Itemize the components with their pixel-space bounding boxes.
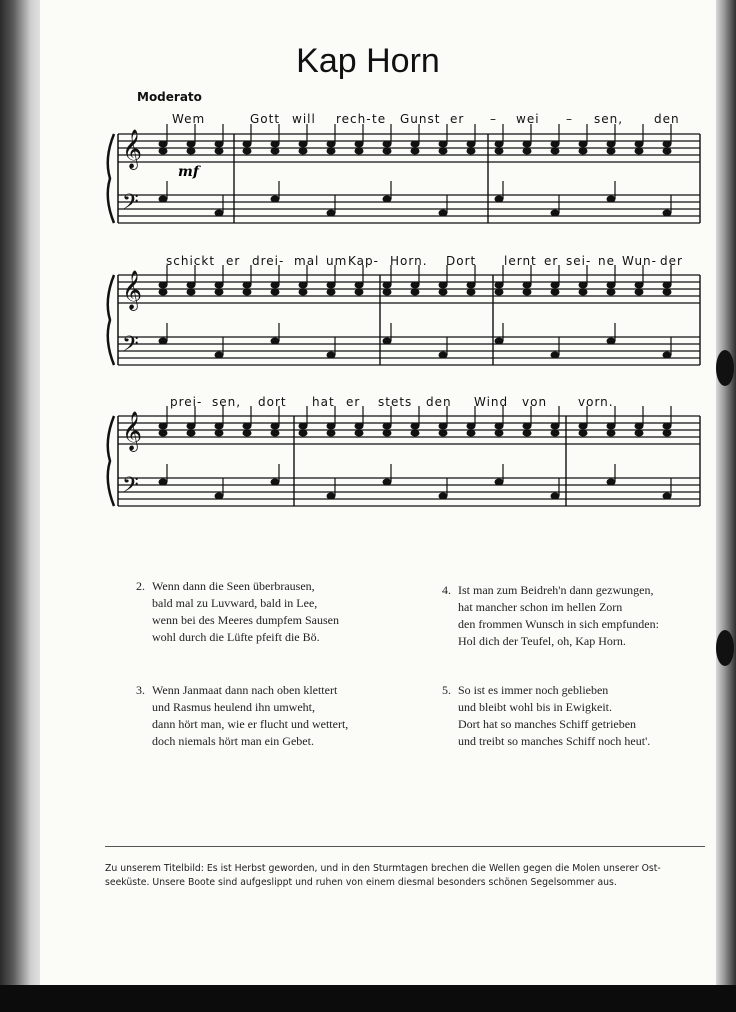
- note-head: [327, 148, 336, 155]
- lyric-syllable: Horn.: [390, 254, 428, 268]
- note-head: [187, 282, 196, 289]
- note-head: [551, 148, 560, 155]
- note-head: [411, 282, 420, 289]
- note-head: [607, 430, 616, 437]
- note-head: [467, 282, 476, 289]
- lyric-syllable: drei-: [252, 254, 285, 268]
- note-head: [355, 141, 364, 148]
- note-head: [187, 148, 196, 155]
- note-head: [579, 148, 588, 155]
- lyric-syllable: schickt: [166, 254, 216, 268]
- note-head: [327, 430, 336, 437]
- note-head: [495, 141, 504, 148]
- verse-line: und bleibt wohl bis in Ewigkeit.: [458, 700, 612, 714]
- note-head: [439, 423, 448, 430]
- note-head: [243, 282, 252, 289]
- dynamic-marking: mf: [178, 164, 199, 180]
- note-head: [271, 289, 280, 296]
- lyric-syllable: te: [372, 112, 387, 126]
- lyric-syllable: von: [522, 395, 548, 409]
- note-head: [467, 430, 476, 437]
- note-head: [495, 338, 504, 345]
- note-head: [355, 430, 364, 437]
- note-head: [159, 430, 168, 437]
- note-head: [607, 282, 616, 289]
- note-head: [439, 148, 448, 155]
- note-head: [187, 430, 196, 437]
- note-head: [635, 289, 644, 296]
- lyric-syllable: er: [544, 254, 559, 268]
- note-head: [271, 479, 280, 486]
- verse-line: Ist man zum Beidreh'n dann gezwungen,: [458, 583, 654, 597]
- verse-line: dann hört man, wie er flucht und wettert,: [152, 717, 349, 731]
- note-head: [271, 141, 280, 148]
- lyric-syllable: Dort: [446, 254, 477, 268]
- note-head: [159, 141, 168, 148]
- note-head: [243, 423, 252, 430]
- note-head: [383, 282, 392, 289]
- note-head: [355, 148, 364, 155]
- note-head: [215, 289, 224, 296]
- note-head: [271, 338, 280, 345]
- note-head: [411, 289, 420, 296]
- note-head: [663, 352, 672, 359]
- note-head: [215, 141, 224, 148]
- note-head: [495, 479, 504, 486]
- note-head: [327, 352, 336, 359]
- note-head: [355, 423, 364, 430]
- note-head: [663, 493, 672, 500]
- note-head: [411, 141, 420, 148]
- note-head: [299, 430, 308, 437]
- caption-line: Zu unserem Titelbild: Es ist Herbst geworden, und in den Sturmtagen brechen die Wellen gegen die Molen unserer Ost-: [105, 863, 661, 874]
- bass-clef: 𝄢: [122, 473, 139, 503]
- note-head: [355, 289, 364, 296]
- note-head: [607, 423, 616, 430]
- note-head: [299, 282, 308, 289]
- note-head: [607, 338, 616, 345]
- note-head: [635, 430, 644, 437]
- note-head: [187, 423, 196, 430]
- note-head: [523, 141, 532, 148]
- note-head: [467, 141, 476, 148]
- note-head: [551, 352, 560, 359]
- verse-line: den frommen Wunsch in sich empfunden:: [458, 617, 659, 631]
- note-head: [383, 430, 392, 437]
- lyric-syllable: –: [490, 112, 497, 126]
- note-head: [159, 289, 168, 296]
- note-head: [607, 479, 616, 486]
- note-head: [551, 493, 560, 500]
- note-head: [159, 338, 168, 345]
- note-head: [551, 282, 560, 289]
- lyric-syllable: lernt: [504, 254, 537, 268]
- note-head: [327, 141, 336, 148]
- verse-line: hat mancher schon im hellen Zorn: [458, 600, 623, 614]
- verse-line: wenn bei des Meeres dumpfem Sausen: [152, 613, 339, 627]
- note-head: [159, 479, 168, 486]
- brace: [108, 275, 114, 365]
- verse-2: [136, 578, 339, 646]
- note-head: [159, 282, 168, 289]
- verse-line: Wenn Janmaat dann nach oben klettert: [152, 683, 338, 697]
- punch-hole: [716, 630, 734, 666]
- note-head: [383, 141, 392, 148]
- note-head: [411, 423, 420, 430]
- note-head: [635, 148, 644, 155]
- lyric-syllable: der: [660, 254, 683, 268]
- note-head: [383, 423, 392, 430]
- note-head: [495, 423, 504, 430]
- note-head: [411, 430, 420, 437]
- verse-number: 2.: [136, 579, 145, 593]
- lyric-syllable: Gunst: [400, 112, 441, 126]
- note-head: [579, 423, 588, 430]
- note-head: [159, 423, 168, 430]
- lyric-syllable: prei-: [170, 395, 203, 409]
- note-head: [271, 282, 280, 289]
- lyric-syllable: dort: [258, 395, 287, 409]
- verse-line: Dort hat so manches Schiff getrieben: [458, 717, 637, 731]
- lyric-syllable: ne: [598, 254, 615, 268]
- note-head: [215, 423, 224, 430]
- treble-clef: 𝄞: [122, 270, 143, 310]
- note-head: [215, 210, 224, 217]
- verse-line: bald mal zu Luvward, bald in Lee,: [152, 596, 318, 610]
- note-head: [663, 423, 672, 430]
- scan-border: [0, 985, 736, 1012]
- note-head: [663, 430, 672, 437]
- note-head: [159, 196, 168, 203]
- lyric-syllable: um: [326, 254, 348, 268]
- note-head: [215, 352, 224, 359]
- verse-number: 5.: [442, 683, 451, 697]
- note-head: [439, 352, 448, 359]
- note-head: [551, 423, 560, 430]
- note-head: [663, 210, 672, 217]
- note-head: [271, 148, 280, 155]
- note-head: [327, 493, 336, 500]
- verse-line: So ist es immer noch geblieben: [458, 683, 609, 697]
- note-head: [635, 282, 644, 289]
- lyric-syllable: den: [426, 395, 452, 409]
- note-head: [383, 338, 392, 345]
- lyric-syllable: Wind: [474, 395, 509, 409]
- note-head: [327, 282, 336, 289]
- note-head: [439, 289, 448, 296]
- tempo-marking: Moderato: [137, 90, 202, 104]
- lyric-syllable: mal: [294, 254, 320, 268]
- note-head: [243, 289, 252, 296]
- note-head: [523, 423, 532, 430]
- brace: [108, 416, 114, 506]
- lyric-syllable: sen,: [594, 112, 624, 126]
- note-head: [523, 289, 532, 296]
- verse-4: [442, 582, 659, 650]
- note-head: [607, 148, 616, 155]
- note-head: [299, 148, 308, 155]
- note-head: [523, 282, 532, 289]
- caption-line: seeküste. Unsere Boote sind aufgeslippt und ruhen von einem diesmal besonders schönen Segelsommer aus.: [105, 877, 617, 888]
- lyric-syllable: sen,: [212, 395, 242, 409]
- verse-3: [136, 682, 349, 750]
- lyric-syllable: den: [654, 112, 680, 126]
- verse-line: und treibt so manches Schiff noch heut'.: [458, 734, 651, 748]
- note-head: [383, 479, 392, 486]
- brace: [108, 134, 114, 223]
- lyric-syllable: stets: [378, 395, 413, 409]
- note-head: [355, 282, 364, 289]
- note-head: [663, 141, 672, 148]
- lyric-syllable: Gott: [250, 112, 281, 126]
- note-head: [383, 196, 392, 203]
- note-head: [551, 210, 560, 217]
- lyric-syllable: Wun-: [622, 254, 657, 268]
- verse-line: und Rasmus heulend ihn umweht,: [152, 700, 315, 714]
- note-head: [439, 282, 448, 289]
- note-head: [215, 282, 224, 289]
- divider: [105, 846, 705, 847]
- verse-line: doch niemals hört man ein Gebet.: [152, 734, 314, 748]
- lyric-syllable: er: [450, 112, 465, 126]
- treble-clef: 𝄞: [122, 129, 143, 169]
- note-head: [551, 430, 560, 437]
- note-head: [551, 141, 560, 148]
- note-head: [299, 423, 308, 430]
- note-head: [495, 148, 504, 155]
- verse-line: Hol dich der Teufel, oh, Kap Horn.: [458, 634, 626, 648]
- note-head: [607, 141, 616, 148]
- lyric-syllable: sei-: [566, 254, 592, 268]
- note-head: [299, 289, 308, 296]
- note-head: [495, 430, 504, 437]
- note-head: [327, 289, 336, 296]
- lyric-syllable: er: [346, 395, 361, 409]
- note-head: [327, 423, 336, 430]
- verse-line: wohl durch die Lüfte pfeift die Bö.: [152, 630, 320, 644]
- note-head: [495, 282, 504, 289]
- note-head: [439, 210, 448, 217]
- note-head: [271, 423, 280, 430]
- treble-clef: 𝄞: [122, 411, 143, 451]
- note-head: [663, 282, 672, 289]
- note-head: [663, 148, 672, 155]
- lyric-syllable: er: [226, 254, 241, 268]
- note-head: [243, 430, 252, 437]
- lyric-syllable: hat: [312, 395, 335, 409]
- note-head: [551, 289, 560, 296]
- note-head: [523, 148, 532, 155]
- note-head: [439, 141, 448, 148]
- note-head: [271, 196, 280, 203]
- bass-clef: 𝄢: [122, 190, 139, 220]
- note-head: [187, 141, 196, 148]
- note-head: [159, 148, 168, 155]
- verse-number: 3.: [136, 683, 145, 697]
- verse-line: Wenn dann die Seen überbrausen,: [152, 579, 315, 593]
- lyric-syllable: will: [292, 112, 316, 126]
- photo-caption: [105, 862, 710, 890]
- lyric-syllable: rech-: [336, 112, 372, 126]
- lyric-syllable: –: [566, 112, 573, 126]
- note-head: [607, 289, 616, 296]
- note-head: [439, 493, 448, 500]
- song-title: Kap Horn: [296, 42, 440, 80]
- bass-clef: 𝄢: [122, 332, 139, 362]
- note-head: [467, 148, 476, 155]
- note-head: [243, 141, 252, 148]
- note-head: [299, 141, 308, 148]
- verse-number: 4.: [442, 583, 451, 597]
- note-head: [383, 289, 392, 296]
- note-head: [383, 148, 392, 155]
- note-head: [215, 493, 224, 500]
- note-head: [635, 423, 644, 430]
- note-head: [271, 430, 280, 437]
- note-head: [327, 210, 336, 217]
- note-head: [215, 148, 224, 155]
- note-head: [467, 289, 476, 296]
- note-head: [607, 196, 616, 203]
- lyric-syllable: Kap-: [348, 254, 379, 268]
- lyric-syllable: Wem: [172, 112, 206, 126]
- note-head: [187, 289, 196, 296]
- note-head: [579, 282, 588, 289]
- note-head: [635, 141, 644, 148]
- note-head: [579, 289, 588, 296]
- note-head: [215, 430, 224, 437]
- note-head: [579, 141, 588, 148]
- note-head: [579, 430, 588, 437]
- note-head: [495, 289, 504, 296]
- note-head: [243, 148, 252, 155]
- lyric-syllable: wei: [516, 112, 540, 126]
- note-head: [523, 430, 532, 437]
- note-head: [439, 430, 448, 437]
- note-head: [411, 148, 420, 155]
- note-head: [495, 196, 504, 203]
- lyric-syllable: vorn.: [578, 395, 614, 409]
- note-head: [663, 289, 672, 296]
- note-head: [467, 423, 476, 430]
- verse-5: [442, 682, 651, 750]
